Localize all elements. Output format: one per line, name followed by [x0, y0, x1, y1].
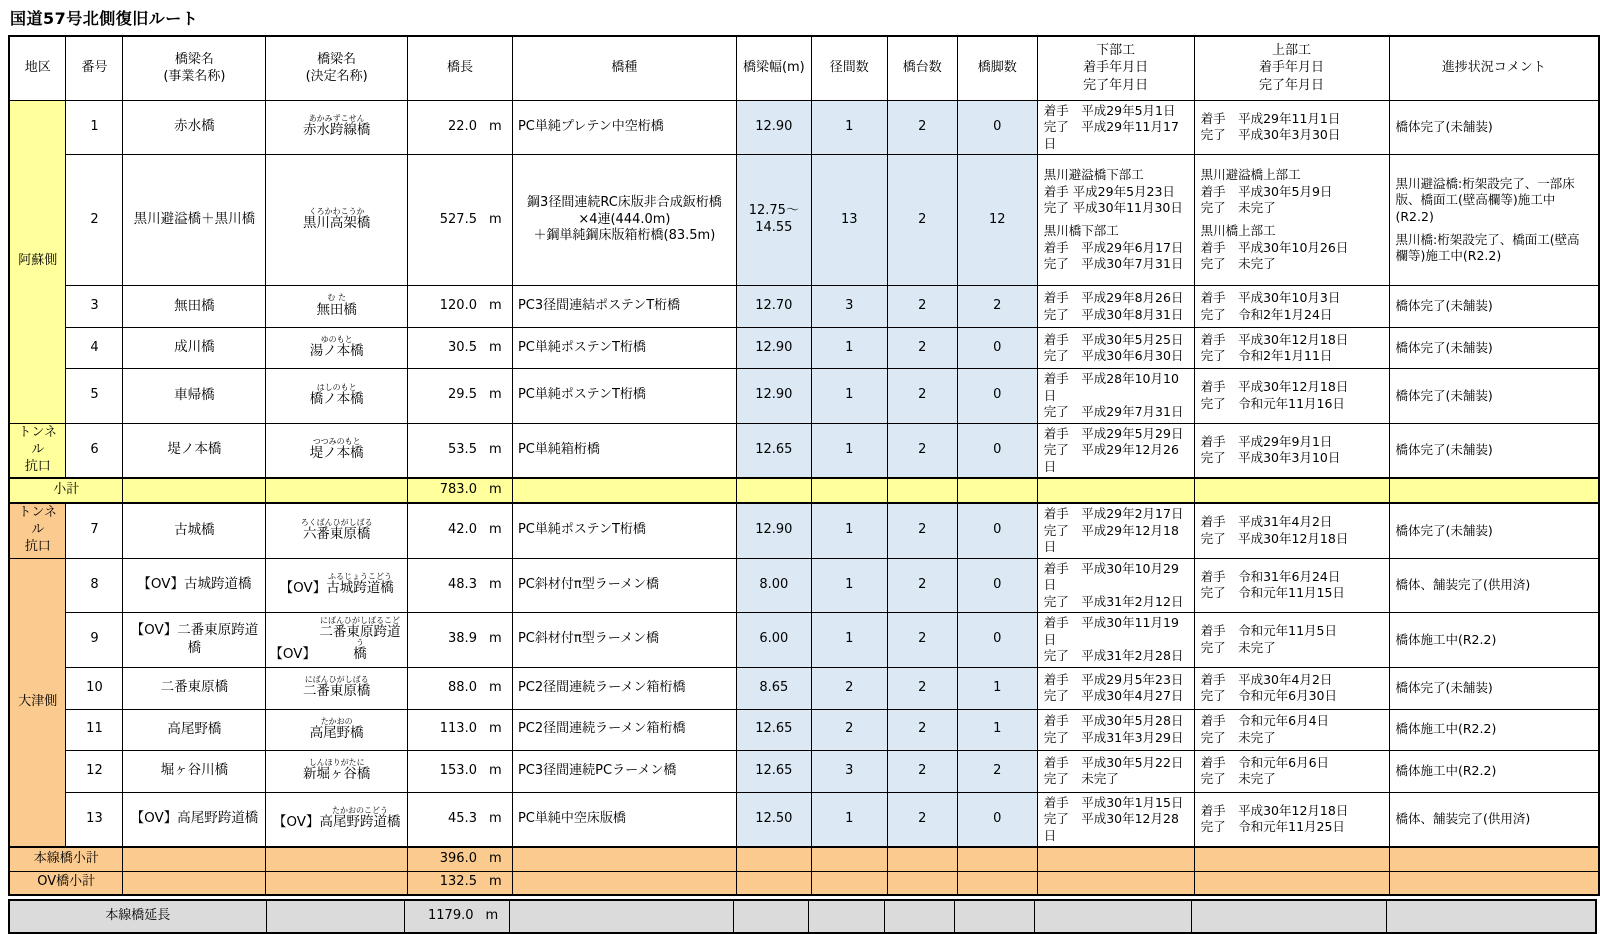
pier-count: 12	[957, 155, 1037, 286]
mainline-subtotal-row	[9, 847, 1599, 871]
pier-count: 0	[957, 369, 1037, 424]
empty-cell	[811, 478, 887, 503]
column-header-11: 上部工 着手年月日 完了年月日	[1194, 36, 1389, 100]
table-row	[9, 328, 1599, 369]
bridge-width: 12.70	[736, 286, 811, 328]
empty-cell	[957, 847, 1037, 871]
empty-cell	[123, 847, 266, 871]
empty-cell	[736, 478, 811, 503]
mainline-total-length-row	[9, 900, 1596, 933]
substructure-dates: 黒川避溢橋下部工 着手 平成29年5月23日 完了 平成30年11月30日 黒川橋下部工 着手 平成29年6月17日 完了 平成30年7月31日	[1037, 155, 1194, 286]
bridge-no: 4	[66, 328, 123, 369]
empty-cell	[957, 871, 1037, 895]
pier-count: 1	[957, 709, 1037, 750]
column-header-2: 橋梁名 (事業名称)	[123, 36, 266, 100]
abutment-count: 2	[887, 709, 957, 750]
bridge-name-business: 【OV】高尾野跨道橋	[123, 792, 266, 847]
span-count: 13	[811, 155, 887, 286]
bridge-type: PC単純ポステンT桁橋	[512, 503, 736, 558]
main-table	[8, 35, 1600, 896]
bridge-no: 5	[66, 369, 123, 424]
empty-cell	[811, 847, 887, 871]
bridge-type: PC単純ポステンT桁橋	[512, 369, 736, 424]
empty-cell	[123, 478, 266, 503]
pier-count: 1	[957, 667, 1037, 709]
pier-count: 0	[957, 423, 1037, 478]
progress-comment: 黒川避溢橋:桁架設完了、一部床版、橋面工(壁高欄等)施工中(R2.2) 黒川橋:桁架設完了、橋面工(壁高欄等)施工中(R2.2)	[1389, 155, 1599, 286]
empty-cell	[1194, 871, 1389, 895]
table-row	[9, 792, 1599, 847]
bridge-width: 8.65	[736, 667, 811, 709]
bridge-name-decided: 新堀ヶ谷橋しんほりがたに	[266, 750, 408, 792]
bridge-length: 48.3 m	[408, 558, 513, 613]
superstructure-dates: 着手 平成30年4月2日 完了 令和元年6月30日	[1194, 667, 1389, 709]
bridge-no: 7	[66, 503, 123, 558]
abutment-count: 2	[887, 423, 957, 478]
pier-count: 0	[957, 792, 1037, 847]
abutment-count: 2	[887, 155, 957, 286]
abutment-count: 2	[887, 613, 957, 668]
empty-cell	[1389, 847, 1599, 871]
table-row	[9, 750, 1599, 792]
empty-cell	[1194, 847, 1389, 871]
column-header-6: 橋梁幅(m)	[736, 36, 811, 100]
pier-count: 0	[957, 328, 1037, 369]
bridge-name-business: 【OV】古城跨道橋	[123, 558, 266, 613]
column-header-10: 下部工 着手年月日 完了年月日	[1037, 36, 1194, 100]
bridge-width: 12.50	[736, 792, 811, 847]
pier-count: 0	[957, 503, 1037, 558]
substructure-dates: 着手 平成29年5月1日 完了 平成29年11月17日	[1037, 100, 1194, 155]
table-row	[9, 558, 1599, 613]
span-count: 3	[811, 286, 887, 328]
column-header-7: 径間数	[811, 36, 887, 100]
bridge-no: 12	[66, 750, 123, 792]
bridge-name-decided: 無田橋む た	[266, 286, 408, 328]
empty-cell	[266, 847, 408, 871]
empty-cell	[1037, 478, 1194, 503]
substructure-dates: 着手 平成30年5月25日 完了 平成30年6月30日	[1037, 328, 1194, 369]
bridge-type: PC3径間連結ポステンT桁橋	[512, 286, 736, 328]
bridge-no: 9	[66, 613, 123, 668]
column-header-5: 橋種	[512, 36, 736, 100]
bridge-no: 2	[66, 155, 123, 286]
superstructure-dates: 着手 平成30年12月18日 完了 令和元年11月25日	[1194, 792, 1389, 847]
progress-comment: 橋体完了(未舗装)	[1389, 503, 1599, 558]
bridge-no: 6	[66, 423, 123, 478]
bridge-name-business: 【OV】二番東原跨道橋	[123, 613, 266, 668]
bridge-width: 8.00	[736, 558, 811, 613]
progress-comment: 橋体完了(未舗装)	[1389, 667, 1599, 709]
bridge-name-business: 車帰橋	[123, 369, 266, 424]
empty-cell	[887, 871, 957, 895]
bridge-name-business: 無田橋	[123, 286, 266, 328]
span-count: 3	[811, 750, 887, 792]
bridge-width: 12.90	[736, 503, 811, 558]
bridge-length: 527.5 m	[408, 155, 513, 286]
abutment-count: 2	[887, 328, 957, 369]
column-header-8: 橋台数	[887, 36, 957, 100]
table-row	[9, 423, 1599, 478]
page-title: 国道57号北側復旧ルート	[10, 9, 199, 28]
bridge-length: 30.5 m	[408, 328, 513, 369]
bridge-type: PC単純ポステンT桁橋	[512, 328, 736, 369]
empty-cell	[509, 900, 733, 933]
header-row	[9, 36, 1599, 100]
district-cell: 阿蘇側	[9, 100, 66, 423]
abutment-count: 2	[887, 558, 957, 613]
bridge-type: PC単純プレテン中空桁橋	[512, 100, 736, 155]
empty-cell	[808, 900, 884, 933]
superstructure-dates: 着手 平成30年12月18日 完了 令和元年11月16日	[1194, 369, 1389, 424]
bridge-no: 10	[66, 667, 123, 709]
bridge-type: PC単純中空床版橋	[512, 792, 736, 847]
pier-count: 0	[957, 558, 1037, 613]
span-count: 2	[811, 709, 887, 750]
superstructure-dates: 着手 平成31年4月2日 完了 平成30年12月18日	[1194, 503, 1389, 558]
empty-cell	[1034, 900, 1191, 933]
empty-cell	[736, 871, 811, 895]
progress-comment: 橋体施工中(R2.2)	[1389, 750, 1599, 792]
bridge-name-decided: 黒川高架橋くろかわこうか	[266, 155, 408, 286]
abutment-count: 2	[887, 369, 957, 424]
bridge-name-decided: 湯ノ本橋ゆのもと	[266, 328, 408, 369]
column-header-3: 橋梁名 (決定名称)	[266, 36, 408, 100]
empty-cell	[1389, 871, 1599, 895]
abutment-count: 2	[887, 503, 957, 558]
table-row	[9, 155, 1599, 286]
superstructure-dates: 着手 平成30年12月18日 完了 令和2年1月11日	[1194, 328, 1389, 369]
superstructure-dates: 着手 令和元年6月4日 完了 未完了	[1194, 709, 1389, 750]
span-count: 1	[811, 558, 887, 613]
pier-count: 0	[957, 613, 1037, 668]
span-count: 2	[811, 667, 887, 709]
mainline-subtotal-label: 本線橋小計	[9, 847, 123, 871]
ov-subtotal-length: 132.5 m	[408, 871, 513, 895]
ov-subtotal-row	[9, 871, 1599, 895]
progress-comment: 橋体完了(未舗装)	[1389, 100, 1599, 155]
bridge-name-business: 堀ヶ谷川橋	[123, 750, 266, 792]
bridge-type: PC斜材付π型ラーメン橋	[512, 558, 736, 613]
bridge-name-business: 高尾野橋	[123, 709, 266, 750]
bridge-width: 12.90	[736, 328, 811, 369]
bridge-name-decided: 赤水跨線橋あかみずこせん	[266, 100, 408, 155]
substructure-dates: 着手 平成30年5月28日 完了 平成31年3月29日	[1037, 709, 1194, 750]
progress-comment: 橋体、舗装完了(供用済)	[1389, 792, 1599, 847]
district-cell: 大津側	[9, 558, 66, 847]
empty-cell	[512, 478, 736, 503]
bridge-no: 11	[66, 709, 123, 750]
bridge-name-business: 古城橋	[123, 503, 266, 558]
superstructure-dates: 黒川避溢橋上部工 着手 平成30年5月9日 完了 未完了 黒川橋上部工 着手 平成30年10月26日 完了 未完了	[1194, 155, 1389, 286]
bridge-type: PC2径間連続ラーメン箱桁橋	[512, 667, 736, 709]
bridge-length: 53.5 m	[408, 423, 513, 478]
bridge-name-decided: 橋ノ本橋はしのもと	[266, 369, 408, 424]
pier-count: 2	[957, 750, 1037, 792]
bridge-name-decided: 高尾野橋たかおの	[266, 709, 408, 750]
column-header-9: 橋脚数	[957, 36, 1037, 100]
superstructure-dates: 着手 平成29年11月1日 完了 平成30年3月30日	[1194, 100, 1389, 155]
mainline-total-length-length: 1179.0 m	[404, 900, 509, 933]
progress-comment: 橋体完了(未舗装)	[1389, 369, 1599, 424]
empty-cell	[957, 478, 1037, 503]
empty-cell	[512, 847, 736, 871]
bridge-status-table	[8, 35, 1600, 934]
empty-cell	[1191, 900, 1386, 933]
bridge-width: 12.90	[736, 369, 811, 424]
substructure-dates: 着手 平成30年10月29日 完了 平成31年2月12日	[1037, 558, 1194, 613]
substructure-dates: 着手 平成29年8月26日 完了 平成30年8月31日	[1037, 286, 1194, 328]
column-header-12: 進捗状況コメント	[1389, 36, 1599, 100]
column-header-0: 地区	[9, 36, 66, 100]
bridge-name-decided: 六番東原橋ろくばんひがしばる	[266, 503, 408, 558]
empty-cell	[266, 871, 408, 895]
bridge-length: 38.9 m	[408, 613, 513, 668]
table-row	[9, 100, 1599, 155]
district-cell: トンネル 抗口	[9, 423, 66, 478]
table-row	[9, 613, 1599, 668]
bridge-width: 12.75～ 14.55	[736, 155, 811, 286]
bridge-name-decided: 【OV】 二番東原跨道橋にばんひがしばるこどう	[266, 613, 408, 668]
bridge-width: 12.90	[736, 100, 811, 155]
bridge-type: PC3径間連続PCラーメン橋	[512, 750, 736, 792]
empty-cell	[266, 900, 404, 933]
substructure-dates: 着手 平成29年5月29日 完了 平成29年12月26日	[1037, 423, 1194, 478]
bridge-length: 29.5 m	[408, 369, 513, 424]
bridge-width: 6.00	[736, 613, 811, 668]
bridge-name-decided: 堤ノ本橋つつみのもと	[266, 423, 408, 478]
bridge-name-decided: 【OV】 高尾野跨道橋たかおのこどう	[266, 792, 408, 847]
bridge-name-business: 堤ノ本橋	[123, 423, 266, 478]
span-count: 1	[811, 613, 887, 668]
progress-comment: 橋体、舗装完了(供用済)	[1389, 558, 1599, 613]
abutment-count: 2	[887, 792, 957, 847]
district-cell: トンネル 抗口	[9, 503, 66, 558]
bridge-length: 153.0 m	[408, 750, 513, 792]
table-row	[9, 709, 1599, 750]
substructure-dates: 着手 平成30年11月19日 完了 平成31年2月28日	[1037, 613, 1194, 668]
empty-cell	[887, 478, 957, 503]
bridge-no: 8	[66, 558, 123, 613]
span-count: 1	[811, 423, 887, 478]
empty-cell	[1037, 847, 1194, 871]
bridge-length: 113.0 m	[408, 709, 513, 750]
substructure-dates: 着手 平成28年10月10日 完了 平成29年7月31日	[1037, 369, 1194, 424]
span-count: 1	[811, 100, 887, 155]
table-row	[9, 503, 1599, 558]
empty-cell	[1386, 900, 1596, 933]
bridge-name-business: 成川橋	[123, 328, 266, 369]
superstructure-dates: 着手 令和31年6月24日 完了 令和元年11月15日	[1194, 558, 1389, 613]
mainline-total-length-label: 本線橋延長	[9, 900, 266, 933]
subtotal-label: 小計	[9, 478, 123, 503]
empty-cell	[811, 871, 887, 895]
bridge-name-decided: 二番東原橋にばんひがしばる	[266, 667, 408, 709]
abutment-count: 2	[887, 750, 957, 792]
empty-cell	[954, 900, 1034, 933]
table-row	[9, 369, 1599, 424]
empty-cell	[123, 871, 266, 895]
bridge-type: PC単純箱桁橋	[512, 423, 736, 478]
bridge-name-business: 赤水橋	[123, 100, 266, 155]
bridge-length: 88.0 m	[408, 667, 513, 709]
progress-comment: 橋体施工中(R2.2)	[1389, 709, 1599, 750]
span-count: 1	[811, 369, 887, 424]
abutment-count: 2	[887, 667, 957, 709]
progress-comment: 橋体施工中(R2.2)	[1389, 613, 1599, 668]
empty-cell	[733, 900, 808, 933]
progress-comment: 橋体完了(未舗装)	[1389, 328, 1599, 369]
bridge-no: 13	[66, 792, 123, 847]
column-header-1: 番号	[66, 36, 123, 100]
empty-cell	[512, 871, 736, 895]
bridge-name-business: 二番東原橋	[123, 667, 266, 709]
table-row	[9, 286, 1599, 328]
pier-count: 2	[957, 286, 1037, 328]
bridge-width: 12.65	[736, 709, 811, 750]
span-count: 1	[811, 328, 887, 369]
table-row	[9, 667, 1599, 709]
column-header-4: 橋長	[408, 36, 513, 100]
bridge-width: 12.65	[736, 750, 811, 792]
mainline-subtotal-length: 396.0 m	[408, 847, 513, 871]
substructure-dates: 着手 平成29月5年23日 完了 平成30年4月27日	[1037, 667, 1194, 709]
empty-cell	[1037, 871, 1194, 895]
ov-subtotal-label: OV橋小計	[9, 871, 123, 895]
substructure-dates: 着手 平成30年5月22日 完了 未完了	[1037, 750, 1194, 792]
empty-cell	[266, 478, 408, 503]
bridge-type: PC2径間連続ラーメン箱桁橋	[512, 709, 736, 750]
bridge-width: 12.65	[736, 423, 811, 478]
bridge-type: 鋼3径間連続RC床版非合成鈑桁橋 ×4連(444.0m) ＋鋼単純鋼床版箱桁橋(83.5m)	[512, 155, 736, 286]
substructure-dates: 着手 平成30年1月15日 完了 平成30年12月28日	[1037, 792, 1194, 847]
bridge-length: 22.0 m	[408, 100, 513, 155]
pier-count: 0	[957, 100, 1037, 155]
empty-cell	[887, 847, 957, 871]
bridge-length: 42.0 m	[408, 503, 513, 558]
total-table	[8, 899, 1597, 934]
subtotal-row	[9, 478, 1599, 503]
span-count: 1	[811, 503, 887, 558]
progress-comment: 橋体完了(未舗装)	[1389, 286, 1599, 328]
bridge-name-business: 黒川避溢橋＋黒川橋	[123, 155, 266, 286]
progress-comment: 橋体完了(未舗装)	[1389, 423, 1599, 478]
bridge-no: 1	[66, 100, 123, 155]
superstructure-dates: 着手 令和元年6月6日 完了 未完了	[1194, 750, 1389, 792]
empty-cell	[1194, 478, 1389, 503]
empty-cell	[884, 900, 954, 933]
subtotal-length: 783.0 m	[408, 478, 513, 503]
bridge-name-decided: 【OV】 古城跨道橋ふるじょうこどう	[266, 558, 408, 613]
substructure-dates: 着手 平成29年2月17日 完了 平成29年12月18日	[1037, 503, 1194, 558]
superstructure-dates: 着手 平成30年10月3日 完了 令和2年1月24日	[1194, 286, 1389, 328]
empty-cell	[1389, 478, 1599, 503]
empty-cell	[736, 847, 811, 871]
abutment-count: 2	[887, 100, 957, 155]
bridge-no: 3	[66, 286, 123, 328]
span-count: 1	[811, 792, 887, 847]
abutment-count: 2	[887, 286, 957, 328]
bridge-length: 120.0 m	[408, 286, 513, 328]
superstructure-dates: 着手 令和元年11月5日 完了 未完了	[1194, 613, 1389, 668]
superstructure-dates: 着手 平成29年9月1日 完了 平成30年3月10日	[1194, 423, 1389, 478]
bridge-length: 45.3 m	[408, 792, 513, 847]
bridge-type: PC斜材付π型ラーメン橋	[512, 613, 736, 668]
